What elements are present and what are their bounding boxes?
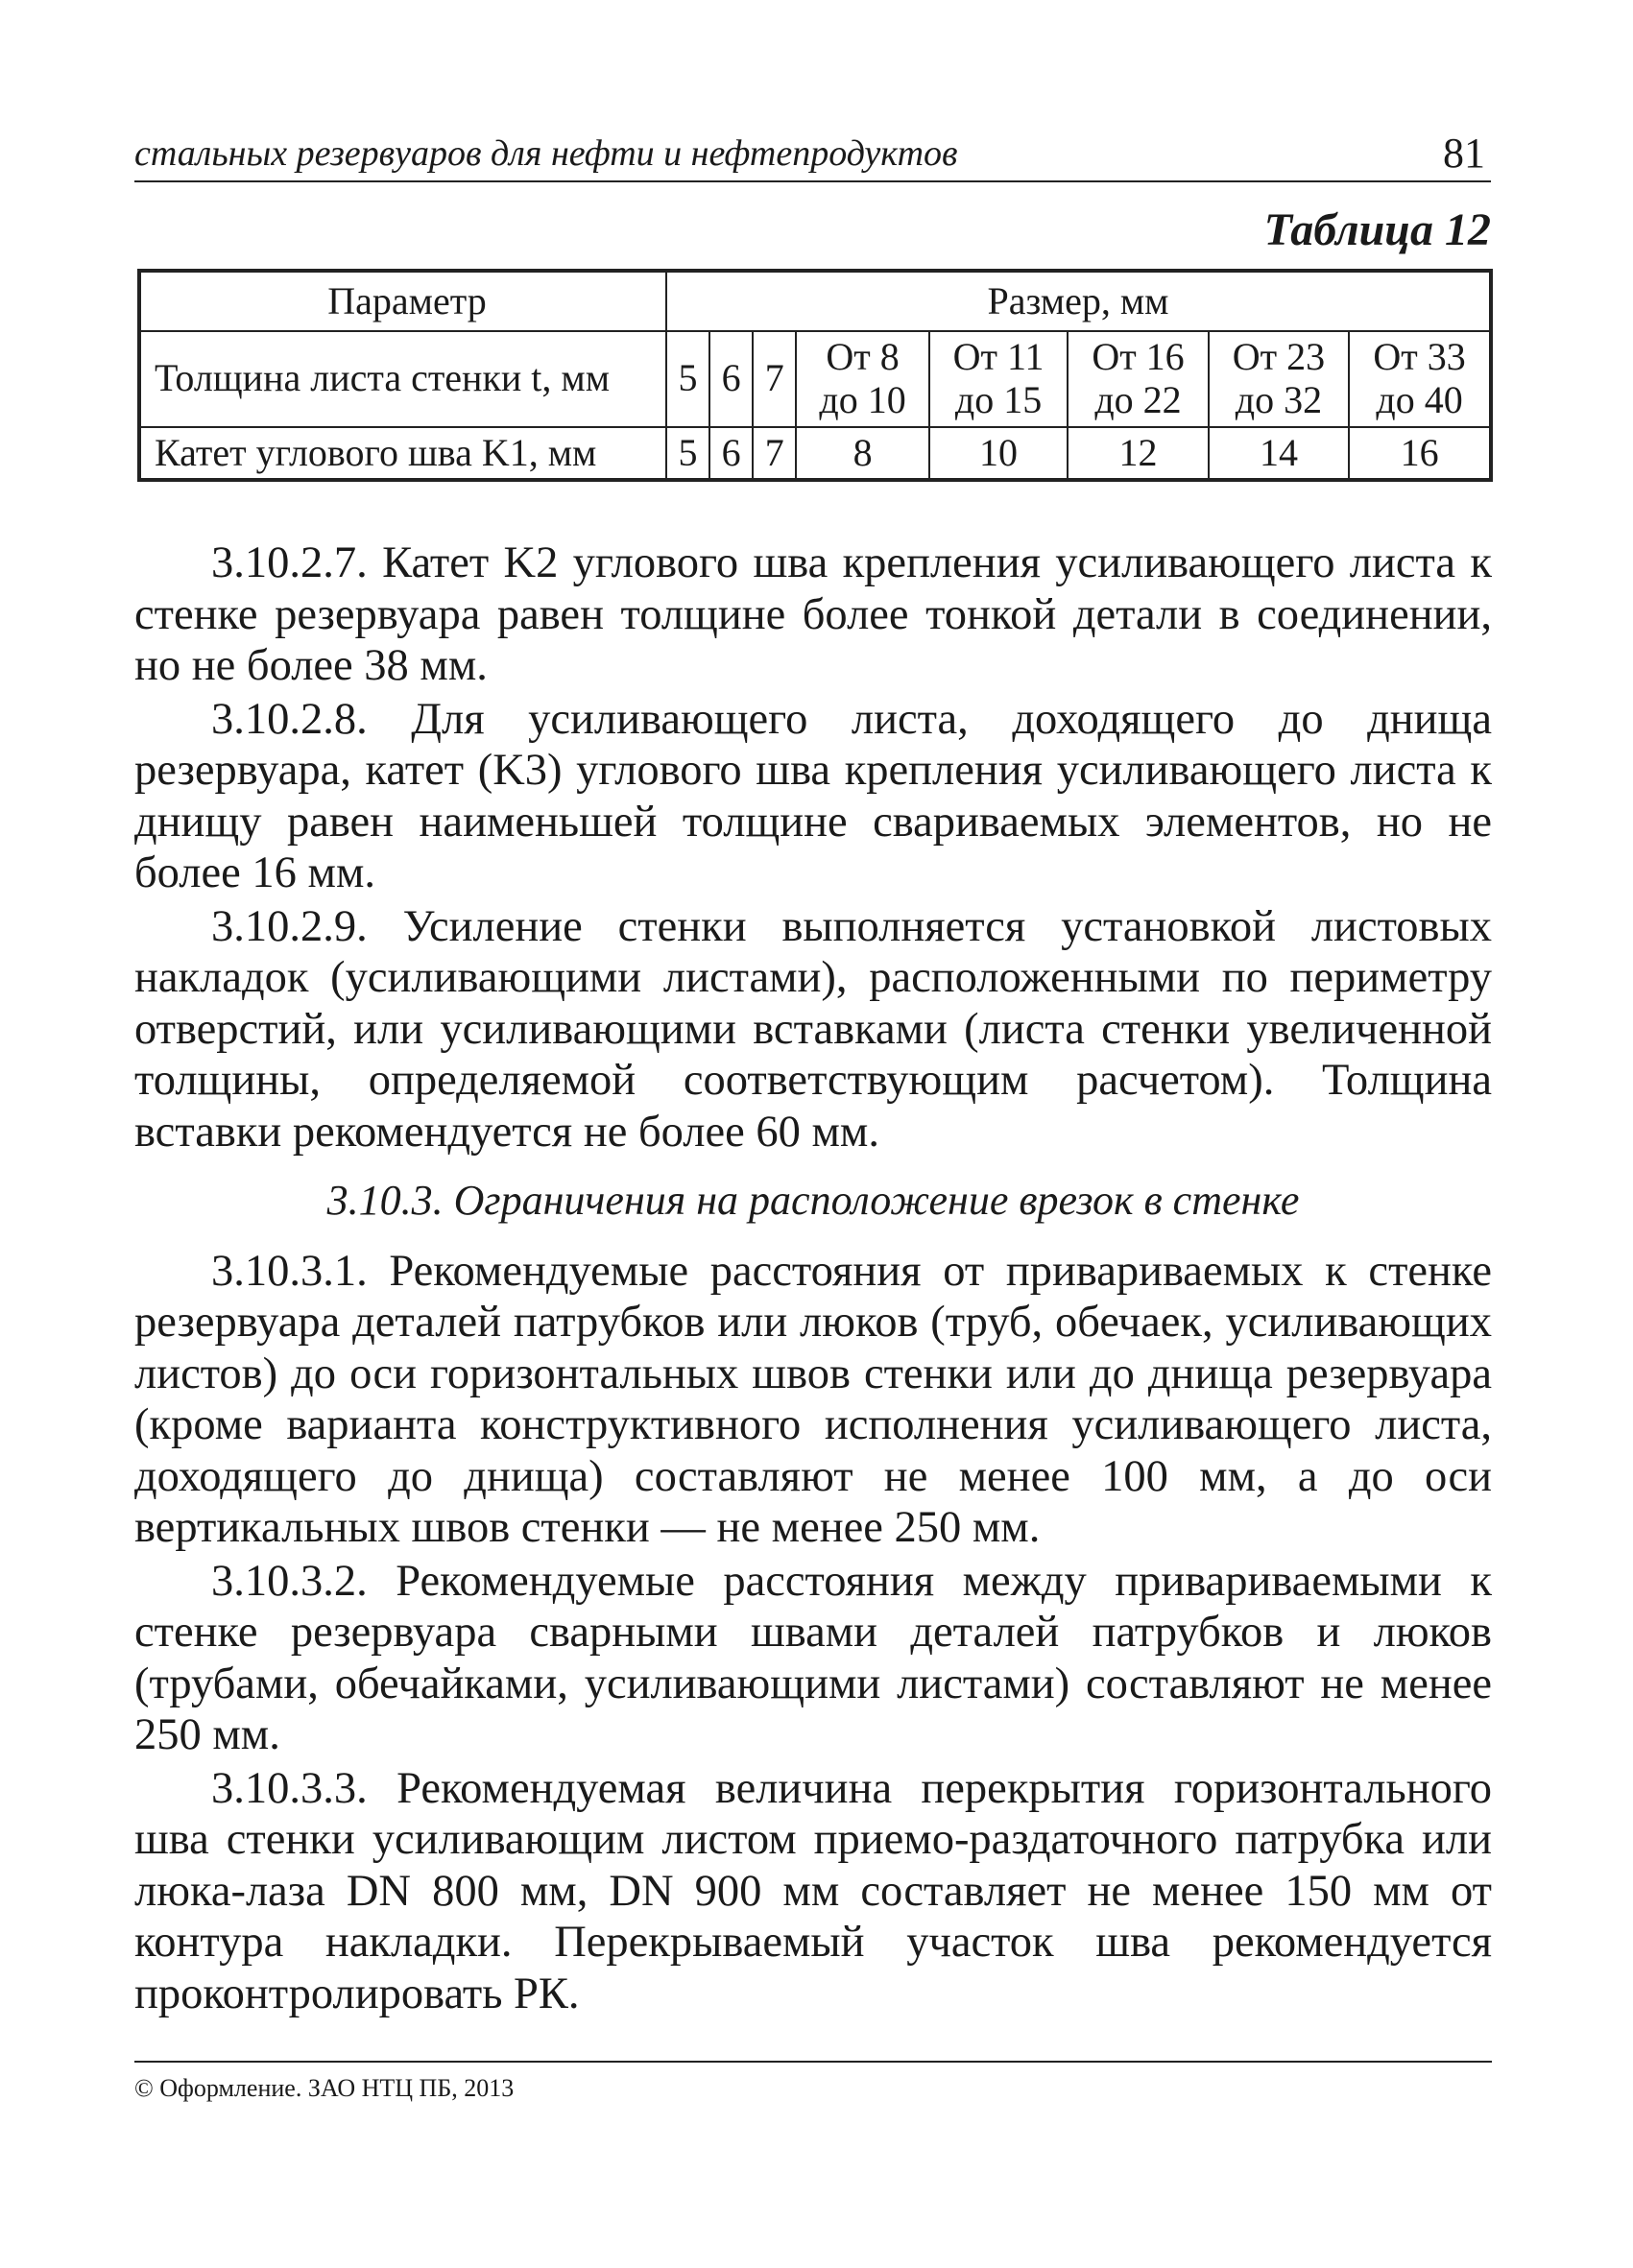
table-cell (1209, 427, 1349, 481)
cell-line: 12 (1118, 430, 1158, 474)
cell-line: От 11 (952, 335, 1045, 378)
cell-line: От 33 (1373, 335, 1466, 378)
page-header (134, 125, 1491, 182)
table-cell (709, 331, 753, 427)
cell-line: 5 (678, 430, 698, 474)
cell-line: до 10 (819, 377, 906, 421)
table-header-row (139, 271, 1491, 331)
table-cell (1349, 427, 1491, 481)
body-paragraph: 3.10.2.9. Усиление стенки выполняется установкой листовых накладок (усиливающими листами), расположенными по периметру отверстий, или усиливающими вставками (листа стенки увеличенной толщины, определяемой соответствующим расчетом). Толщина вставки рекомендуется не более 60 мм. (134, 901, 1492, 1157)
table-cell (1349, 331, 1491, 427)
table-cell (796, 427, 928, 481)
row-label: Катет углового шва K1, мм (139, 427, 666, 481)
page-number: 81 (1443, 130, 1485, 177)
table-cell (709, 427, 753, 481)
header-param: Параметр (139, 271, 666, 331)
running-head: стальных резервуаров для нефти и нефтепродуктов (134, 133, 958, 174)
paragraph-group-a (134, 537, 1492, 1158)
body-paragraph: 3.10.2.7. Катет K2 углового шва крепления усиливающего листа к стенке резервуара равен толщине более тонкой детали в соединении, но не более 38 мм. (134, 538, 1492, 690)
cell-line: 6 (721, 430, 741, 474)
table-cell (929, 427, 1068, 481)
cell-line: до 22 (1094, 377, 1182, 421)
body-paragraph: 3.10.3.1. Рекомендуемые расстояния от привариваемых к стенке резервуара деталей патрубков или люков (труб, обечаек, усиливающих листов) до оси горизонтальных швов стенки или до днища резервуара (кроме варианта конструктивного исполнения усиливающего листа, доходящего до днища) составляют не менее 100 мм, а до оси вертикальных швов стенки — не менее 250 мм. (134, 1246, 1492, 1552)
cell-line: 7 (764, 356, 784, 400)
cell-line: 6 (721, 356, 741, 400)
cell-line: 10 (979, 430, 1019, 474)
copyright-note: © Оформление. ЗАО НТЦ ПБ, 2013 (134, 2074, 515, 2102)
page-body (134, 537, 1492, 2021)
cell-line: до 15 (954, 377, 1043, 421)
body-paragraph: 3.10.3.2. Рекомендуемые расстояния между привариваемыми к стенке резервуара сварными швами деталей патрубков и люков (трубами, обечайками, усиливающими листами) составляют не менее 250 мм. (134, 1556, 1492, 1759)
table-caption: Таблица 12 (1263, 204, 1491, 255)
cell-line: 8 (853, 430, 873, 474)
cell-line: до 40 (1376, 377, 1463, 421)
header-size: Размер, мм (666, 271, 1491, 331)
parameters-table (137, 269, 1493, 482)
row-label: Толщина листа стенки t, мм (139, 331, 666, 427)
cell-line: 5 (678, 356, 698, 400)
cell-line: От 23 (1232, 335, 1326, 378)
cell-line: От 8 (826, 335, 900, 378)
table-cell (1068, 427, 1208, 481)
cell-line: От 16 (1092, 335, 1185, 378)
cell-line: 7 (764, 430, 784, 474)
table-cell (666, 427, 709, 481)
table-cell (753, 427, 796, 481)
body-paragraph: 3.10.2.8. Для усиливающего листа, доходящего до днища резервуара, катет (K3) углового шва крепления усиливающего листа к днищу равен наименьшей толщине свариваемых элементов, но не более 16 мм. (134, 694, 1492, 897)
table-row (139, 331, 1491, 427)
table-cell (929, 331, 1068, 427)
table-cell (666, 331, 709, 427)
table-row (139, 427, 1491, 481)
body-paragraph: 3.10.3.3. Рекомендуемая величина перекрытия горизонтального шва стенки усиливающим листом приемо-раздаточного патрубка или люка-лаза DN 800 мм, DN 900 мм составляет не менее 150 мм от контура накладки. Перекрываемый участок шва рекомендуется проконтролировать РК. (134, 1763, 1492, 2018)
page-footer (134, 2061, 1492, 2103)
table-cell (796, 331, 928, 427)
table-cell (1068, 331, 1208, 427)
table-cell (753, 331, 796, 427)
table-cell (1209, 331, 1349, 427)
paragraph-group-b (134, 1246, 1492, 2020)
section-heading: 3.10.3. Ограничения на расположение врезок в стенке (326, 1177, 1300, 1224)
cell-line: до 32 (1235, 377, 1323, 421)
cell-line: 16 (1400, 430, 1439, 474)
cell-line: 14 (1259, 430, 1298, 474)
